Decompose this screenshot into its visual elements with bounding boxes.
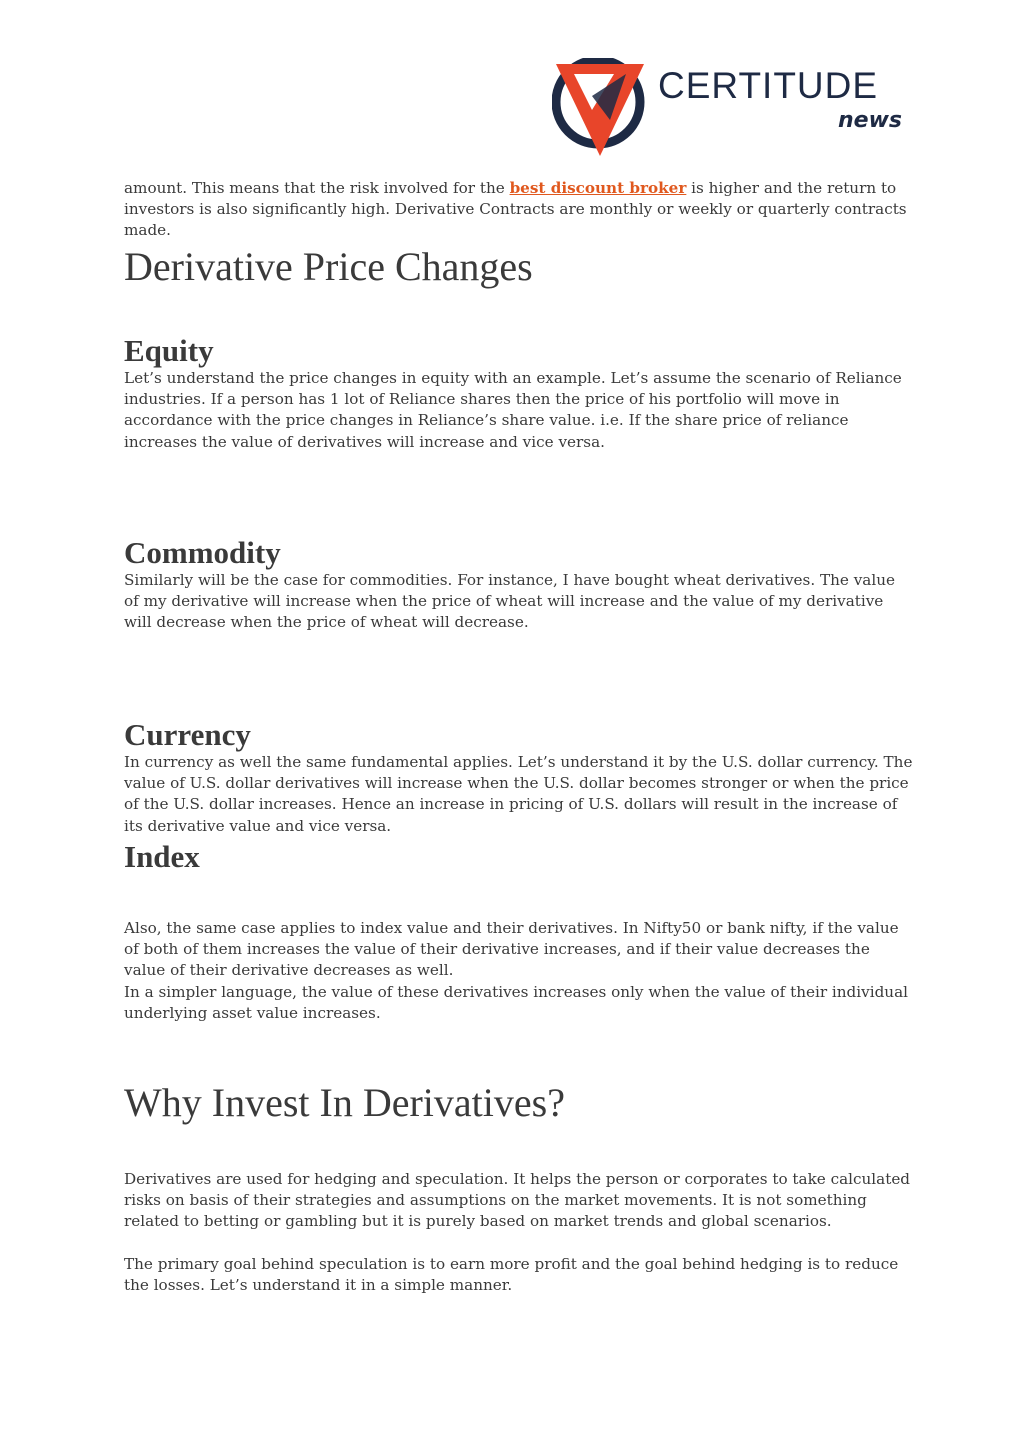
- intro-text-after: is higher and the return to investors is also significantly high. Derivative Contracts are monthly or weekly or quarterly contracts made.: [124, 179, 907, 240]
- section-title-why-invest: Why Invest In Derivatives?: [124, 1080, 565, 1125]
- paragraph-why-invest-1: Derivatives are used for hedging and speculation. It helps the person or corporates to take calculated risks on basis of their strategies and assumptions on the market movements. It is not something related to betting or gambling but it is purely based on market trends and global scenarios.: [124, 1170, 911, 1231]
- paragraph-why-invest-2: The primary goal behind speculation is to earn more profit and the goal behind hedging is to reduce the losses. Let’s understand it in a simple manner.: [124, 1255, 899, 1295]
- heading-currency: Currency: [124, 717, 251, 752]
- heading-commodity: Commodity: [124, 535, 281, 570]
- paragraph-currency: In currency as well the same fundamental applies. Let’s understand it by the U.S. dollar currency. The value of U.S. dollar derivatives will increase when the U.S. dollar becomes stronger or when the price of the U.S. dollar increases. Hence an increase in pricing of U.S. dollars will result in the increase of its derivative value and vice versa.: [124, 753, 913, 835]
- brand-name: CERTITUDE: [658, 65, 879, 106]
- paragraph-index-2: In a simpler language, the value of these derivatives increases only when the value of their individual underlying asset value increases.: [124, 983, 908, 1023]
- heading-equity: Equity: [124, 333, 214, 368]
- brand-subname: news: [838, 108, 903, 133]
- section-title-price-changes: Derivative Price Changes: [124, 244, 533, 289]
- paragraph-index-1: Also, the same case applies to index value and their derivatives. In Nifty50 or bank nifty, if the value of both of them increases the value of their derivative increases, and if their value decreases the value of their derivative decreases as well.: [124, 919, 899, 980]
- paragraph-equity: Let’s understand the price changes in equity with an example. Let’s assume the scenario of Reliance industries. If a person has 1 lot of Reliance shares then the price of his portfolio will move in accordance with the price changes in Reliance’s share value. i.e. If the share price of reliance increases the value of derivatives will increase and vice versa.: [124, 369, 902, 451]
- heading-index: Index: [124, 839, 200, 874]
- intro-text-before: amount. This means that the risk involved for the: [124, 179, 510, 197]
- intro-paragraph: [124, 178, 914, 242]
- paragraph-commodity: Similarly will be the case for commodities. For instance, I have bought wheat derivatives. The value of my derivative will increase when the price of wheat will increase and the value of my derivative will decrease when the price of wheat will decrease.: [124, 571, 895, 632]
- best-discount-broker-link[interactable]: best discount broker: [509, 179, 687, 197]
